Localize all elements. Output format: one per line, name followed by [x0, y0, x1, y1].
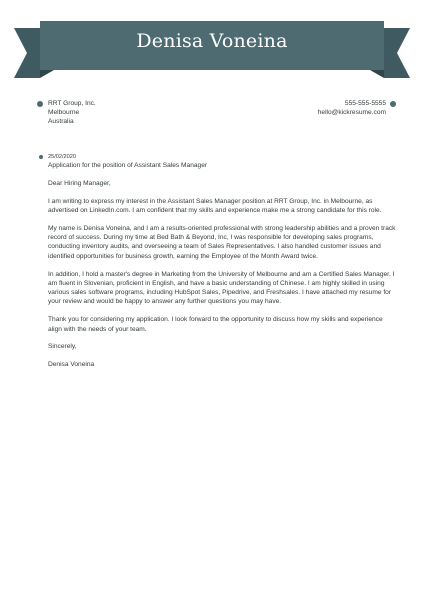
- letter-paragraph: My name is Denisa Voneina, and I am a results-oriented professional with strong leadership abilities and a proven track record of success. During my time at Bed Bath & Beyond, Inc, I was responsible for developing sales programs, conducting inventory audits, and overseeing a team of Sales Representatives. I also handled customer issues and identified opportunities for business growth, earning the Employee of the Month Award twice.: [48, 224, 396, 260]
- sender-phone: 555-555-5555: [344, 100, 386, 107]
- ribbon-right-fold: [370, 70, 384, 78]
- letter-greeting: Dear Hiring Manager,: [48, 180, 111, 187]
- recipient-city: Melbourne: [48, 109, 80, 116]
- recipient-address: [48, 99, 96, 126]
- letter-body: [48, 179, 396, 378]
- sender-email[interactable]: hello@kickresume.com: [317, 109, 386, 116]
- recipient-company: RRT Group, Inc.: [48, 100, 96, 107]
- letter-paragraph: I am writing to express my interest in the Assistant Sales Manager position at RRT Group, Inc. in Melbourne, as advertised on LinkedIn.com. I am confident that my skills and experience make me a strong candidate for this role.: [48, 197, 382, 215]
- letter-paragraph: Thank you for considering my application. I look forward to the opportunity to discuss how my skills and experience align with the needs of your team.: [48, 316, 383, 333]
- letter-closing: Sincerely,: [48, 343, 77, 351]
- letter-paragraph: In addition, I hold a master's degree in Marketing from the University of Melbourne and am a Certified Sales Manager. I am fluent in Slovenian, proficient in English, and have a basic understanding of Chinese. I am highly skilled in using various sales software programs, including HubSpot Sales, Pipedrive, and Freshsales. I have attached my resume for your review and would be happy to answer any further questions you may have.: [48, 270, 395, 306]
- name-banner: [0, 0, 424, 80]
- letter-date: 25/02/2020: [48, 154, 76, 160]
- sender-contact: [318, 99, 386, 117]
- letter-subject: Application for the position of Assistant Sales Manager: [48, 162, 208, 169]
- letter-signature: Denisa Voneina: [48, 361, 95, 369]
- recipient-country: Australia: [48, 118, 74, 125]
- ribbon-left-fold: [40, 70, 54, 78]
- date-bullet-icon: [39, 155, 43, 159]
- recipient-bullet-icon: [37, 101, 43, 107]
- applicant-name: Denisa Voneina: [136, 30, 288, 52]
- sender-bullet-icon: [390, 101, 396, 107]
